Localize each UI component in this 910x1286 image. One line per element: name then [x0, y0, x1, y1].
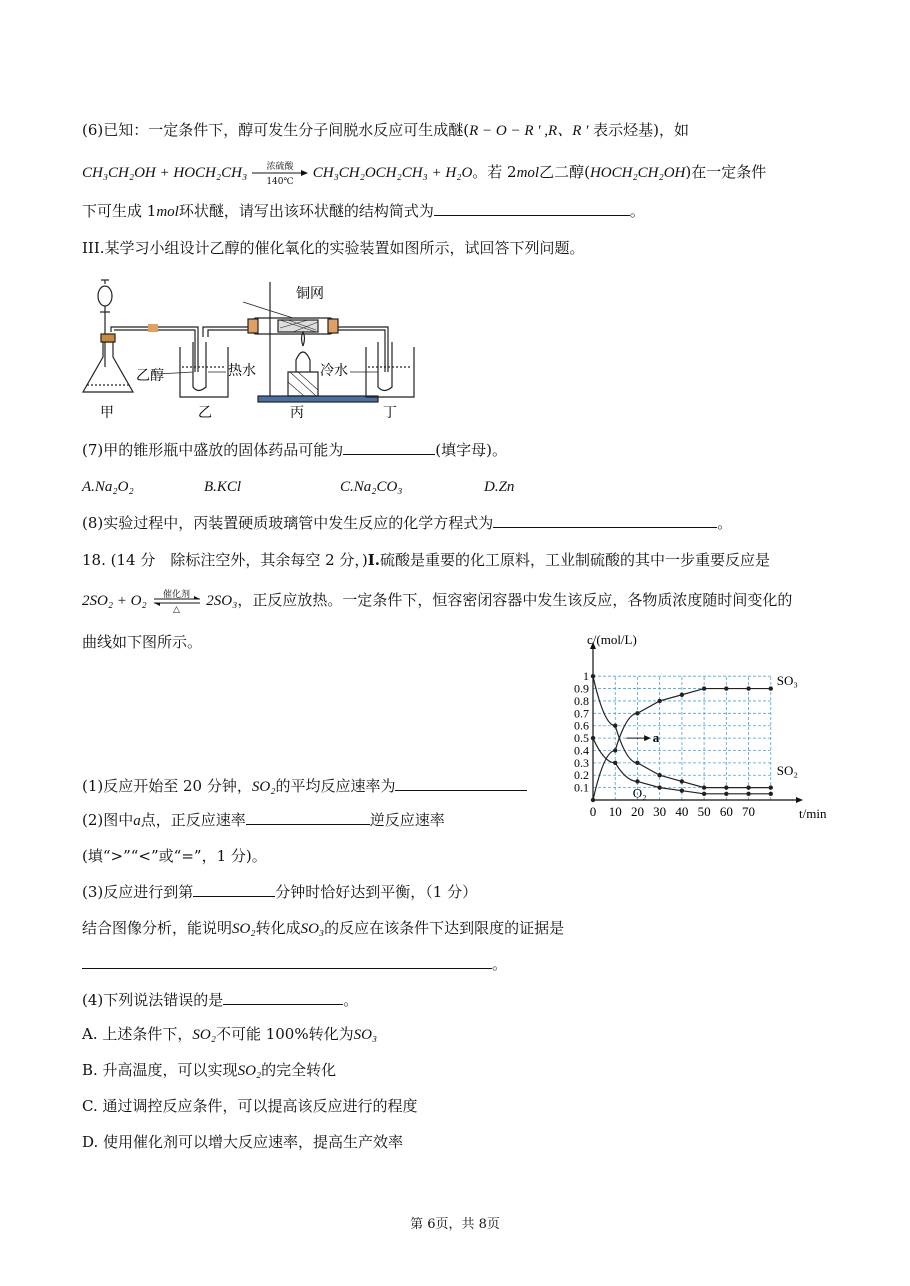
option-a: A.Na₂O₂: [82, 479, 134, 495]
chart-labels: [587, 632, 827, 821]
data-point: [702, 785, 706, 789]
label-jia: 甲: [100, 406, 114, 421]
q7-hint: (填字母)。: [435, 441, 507, 459]
eq-products: CH₃CH₂OCH₂CH₃ + H₂O: [312, 165, 473, 181]
y-tick-label: 0.3: [574, 755, 589, 770]
s2-note: (填“>”“<”或“=”，1 分)。: [82, 847, 267, 865]
data-point: [613, 724, 617, 728]
arrow-condition-top: 催化剂: [162, 590, 190, 600]
x-axis-label: t/min: [799, 806, 827, 821]
s2-text: 逆反应速率: [369, 811, 445, 829]
y-tick-label: 0.1: [574, 780, 589, 795]
chart-ticks: [574, 669, 755, 819]
data-point: [769, 792, 773, 796]
y-tick-label: 1: [583, 669, 589, 684]
formula: SO₂: [237, 1063, 262, 1079]
label-copper: 铜网: [296, 287, 324, 302]
data-point: [724, 792, 728, 796]
option-b: B.KCl: [204, 479, 242, 495]
q6-text: 。若 2: [472, 163, 517, 181]
s2-line: [82, 810, 445, 831]
data-point: [635, 711, 639, 715]
y-tick-label: 0.5: [574, 731, 589, 746]
eq-reactants: CH₃CH₂OH + HOCH₂CH₃: [82, 165, 248, 181]
data-point: [657, 773, 661, 777]
y-tick-label: 0.2: [574, 768, 589, 783]
x-tick-label: 70: [742, 804, 756, 819]
s4-option-d: D. 使用催化剂可以增大反应速率，提高生产效率: [82, 1133, 404, 1151]
s3-text: (3)反应进行到第: [82, 883, 194, 901]
x-tick-label: 0: [589, 804, 597, 819]
y-tick-label: 0.4: [574, 743, 589, 758]
q6-text: 乙二醇(: [539, 163, 590, 181]
s3-text: 的反应在该条件下达到限度的证据是: [324, 919, 565, 937]
formula: SO₃: [353, 1027, 378, 1043]
data-point: [746, 686, 750, 690]
q7-options: [82, 477, 514, 497]
s4-option-a: [82, 1024, 377, 1045]
data-point: [769, 785, 773, 789]
y-tick-label: 0.9: [574, 681, 589, 696]
section3-title: III.某学习小组设计乙醇的催化氧化的实验装置如图所示，试回答下列问题。: [82, 239, 585, 257]
s4-option-c: C. 通过调控反应条件，可以提高该反应进行的程度: [82, 1097, 418, 1115]
data-point: [635, 761, 639, 765]
data-point: [746, 785, 750, 789]
s3-end: 。: [492, 955, 508, 973]
x-tick-label: 30: [653, 804, 667, 819]
data-point: [724, 785, 728, 789]
data-point: [680, 779, 684, 783]
data-point: [591, 798, 595, 802]
q18-equation-line: [82, 590, 793, 615]
eq-reactants: 2SO₂ + O₂: [82, 593, 147, 609]
q6-text: 下可生成 1: [82, 202, 157, 220]
q18-line3: 曲线如下图所示。: [82, 633, 203, 651]
s3-text: 结合图像分析，能说明: [82, 919, 233, 937]
opt-text: B. 升高温度，可以实现: [82, 1061, 238, 1079]
data-point: [657, 699, 661, 703]
point-a: a: [133, 813, 141, 829]
q6-text: 。: [629, 202, 645, 220]
formula: SO₂: [251, 779, 276, 795]
unit: mol: [516, 165, 540, 181]
s3-evidence-line: [82, 918, 564, 939]
s4-text: (4)下列说法错误的是: [82, 991, 224, 1009]
x-tick-label: 20: [630, 804, 644, 819]
data-point: [680, 789, 684, 793]
s3-answer-line: [82, 954, 507, 974]
answer-blank[interactable]: [223, 990, 343, 1005]
annotation-arrowhead: [644, 735, 651, 741]
s3-line: [82, 882, 477, 902]
arrow-condition-bottom: △: [173, 605, 180, 615]
label-bing: 丙: [290, 406, 304, 421]
eq-products: 2SO₃: [206, 593, 238, 609]
y-axis-label: c/(mol/L): [587, 632, 637, 647]
series-label: O₂: [632, 785, 647, 801]
q8-end: 。: [717, 514, 733, 532]
annotation-label: a: [652, 730, 660, 746]
arrow-condition-top: 浓硫酸: [266, 162, 294, 172]
q18-text: 硫酸是重要的化工原料，工业制硫酸的其中一步重要反应是: [380, 551, 771, 569]
series-label: SO₃: [776, 672, 798, 688]
data-point: [702, 686, 706, 690]
data-point: [702, 792, 706, 796]
x-tick-label: 60: [719, 804, 733, 819]
q8-line: [82, 513, 732, 533]
q7-text: (7)甲的锥形瓶中盛放的固体药品可能为: [82, 441, 344, 459]
label-ding: 丁: [383, 406, 397, 421]
answer-blank[interactable]: [193, 882, 275, 897]
ether-formula: R − O − R ′ ,R、R ′: [469, 123, 589, 139]
s4-end: 。: [343, 991, 359, 1009]
s4-option-b: [82, 1060, 336, 1081]
y-tick-label: 0.7: [574, 706, 589, 721]
data-point: [591, 674, 595, 678]
equilibrium-arrow: [152, 590, 202, 615]
y-tick-label: 0.8: [574, 693, 589, 708]
x-tick-label: 40: [675, 804, 689, 819]
y-tick-label: 0.6: [574, 718, 589, 733]
answer-blank[interactable]: [343, 440, 435, 455]
x-axis-arrow: [796, 797, 803, 803]
apparatus-diagram: [78, 272, 418, 422]
concentration-chart: [560, 620, 827, 830]
q6-text: 环状醚，请写出该环状醚的结构简式为: [178, 202, 434, 220]
opt-text: A. 上述条件下，: [82, 1025, 193, 1043]
s3-text: 分钟时恰好达到平衡，（1 分）: [275, 883, 478, 901]
data-point: [613, 748, 617, 752]
series-line: [593, 738, 771, 794]
q18-head: [82, 550, 770, 570]
q8-text: (8)实验过程中，丙装置硬质玻璃管中发生反应的化学方程式为: [82, 514, 494, 532]
answer-blank[interactable]: [493, 513, 717, 528]
x-tick-label: 10: [608, 804, 622, 819]
unit: mol: [156, 204, 179, 220]
formula: SO₂: [232, 921, 256, 937]
s1-text: 的平均反应速率为: [275, 777, 396, 795]
arrow-condition-bottom: 140℃: [266, 177, 294, 187]
answer-blank[interactable]: [82, 954, 492, 969]
q6-text-end: 表示烃基)，如: [588, 121, 690, 139]
formula: SO₂: [192, 1027, 216, 1043]
opt-text: 的完全转化: [261, 1061, 337, 1079]
glycol-formula: HOCH₂CH₂OH: [589, 165, 686, 181]
s4-line: [82, 990, 358, 1010]
s1-text: (1)反应开始至 20 分钟，: [82, 777, 252, 795]
q6-line3: [82, 201, 645, 222]
s3-text: 转化成: [255, 919, 301, 937]
q18-part: I.: [367, 551, 381, 569]
data-point: [657, 785, 661, 789]
answer-blank[interactable]: [434, 201, 630, 216]
option-c: C.Na₂CO₃: [340, 479, 403, 495]
data-point: [591, 736, 595, 740]
label-ethanol: 乙醇: [136, 369, 164, 384]
formula: SO₃: [300, 921, 325, 937]
q6-text: (6)已知：一定条件下，醇可发生分子间脱水反应可生成醚(: [82, 121, 470, 139]
s2-text: (2)图中: [82, 811, 134, 829]
data-point: [724, 686, 728, 690]
answer-blank[interactable]: [395, 776, 527, 791]
q6-line1: [82, 120, 689, 141]
option-d: D.Zn: [484, 479, 515, 495]
q6-text: )在一定条件: [685, 163, 767, 181]
q18-text: ，正反应放热。一定条件下，恒容密闭容器中发生该反应，各物质浓度随时间变化的: [237, 591, 793, 609]
s2-text: 点，正反应速率: [140, 811, 246, 829]
label-hot-water: 热水: [228, 364, 256, 379]
s1-line: [82, 776, 527, 797]
data-point: [746, 792, 750, 796]
opt-text: 不可能 100%转化为: [215, 1025, 354, 1043]
data-point: [680, 693, 684, 697]
data-point: [613, 761, 617, 765]
answer-blank[interactable]: [246, 810, 370, 825]
q6-equation-line: [82, 162, 767, 187]
data-point: [769, 686, 773, 690]
q18-score: 18. (14 分 除标注空外，其余每空 2 分，): [82, 551, 368, 569]
series-label: SO₂: [776, 763, 798, 779]
q7-line: [82, 440, 507, 460]
page-footer: 第 6页，共 8页: [410, 1217, 500, 1232]
reaction-arrow: [252, 162, 308, 187]
label-yi: 乙: [198, 406, 212, 421]
data-point: [635, 779, 639, 783]
x-tick-label: 50: [697, 804, 711, 819]
label-cold-water: 冷水: [320, 364, 348, 379]
